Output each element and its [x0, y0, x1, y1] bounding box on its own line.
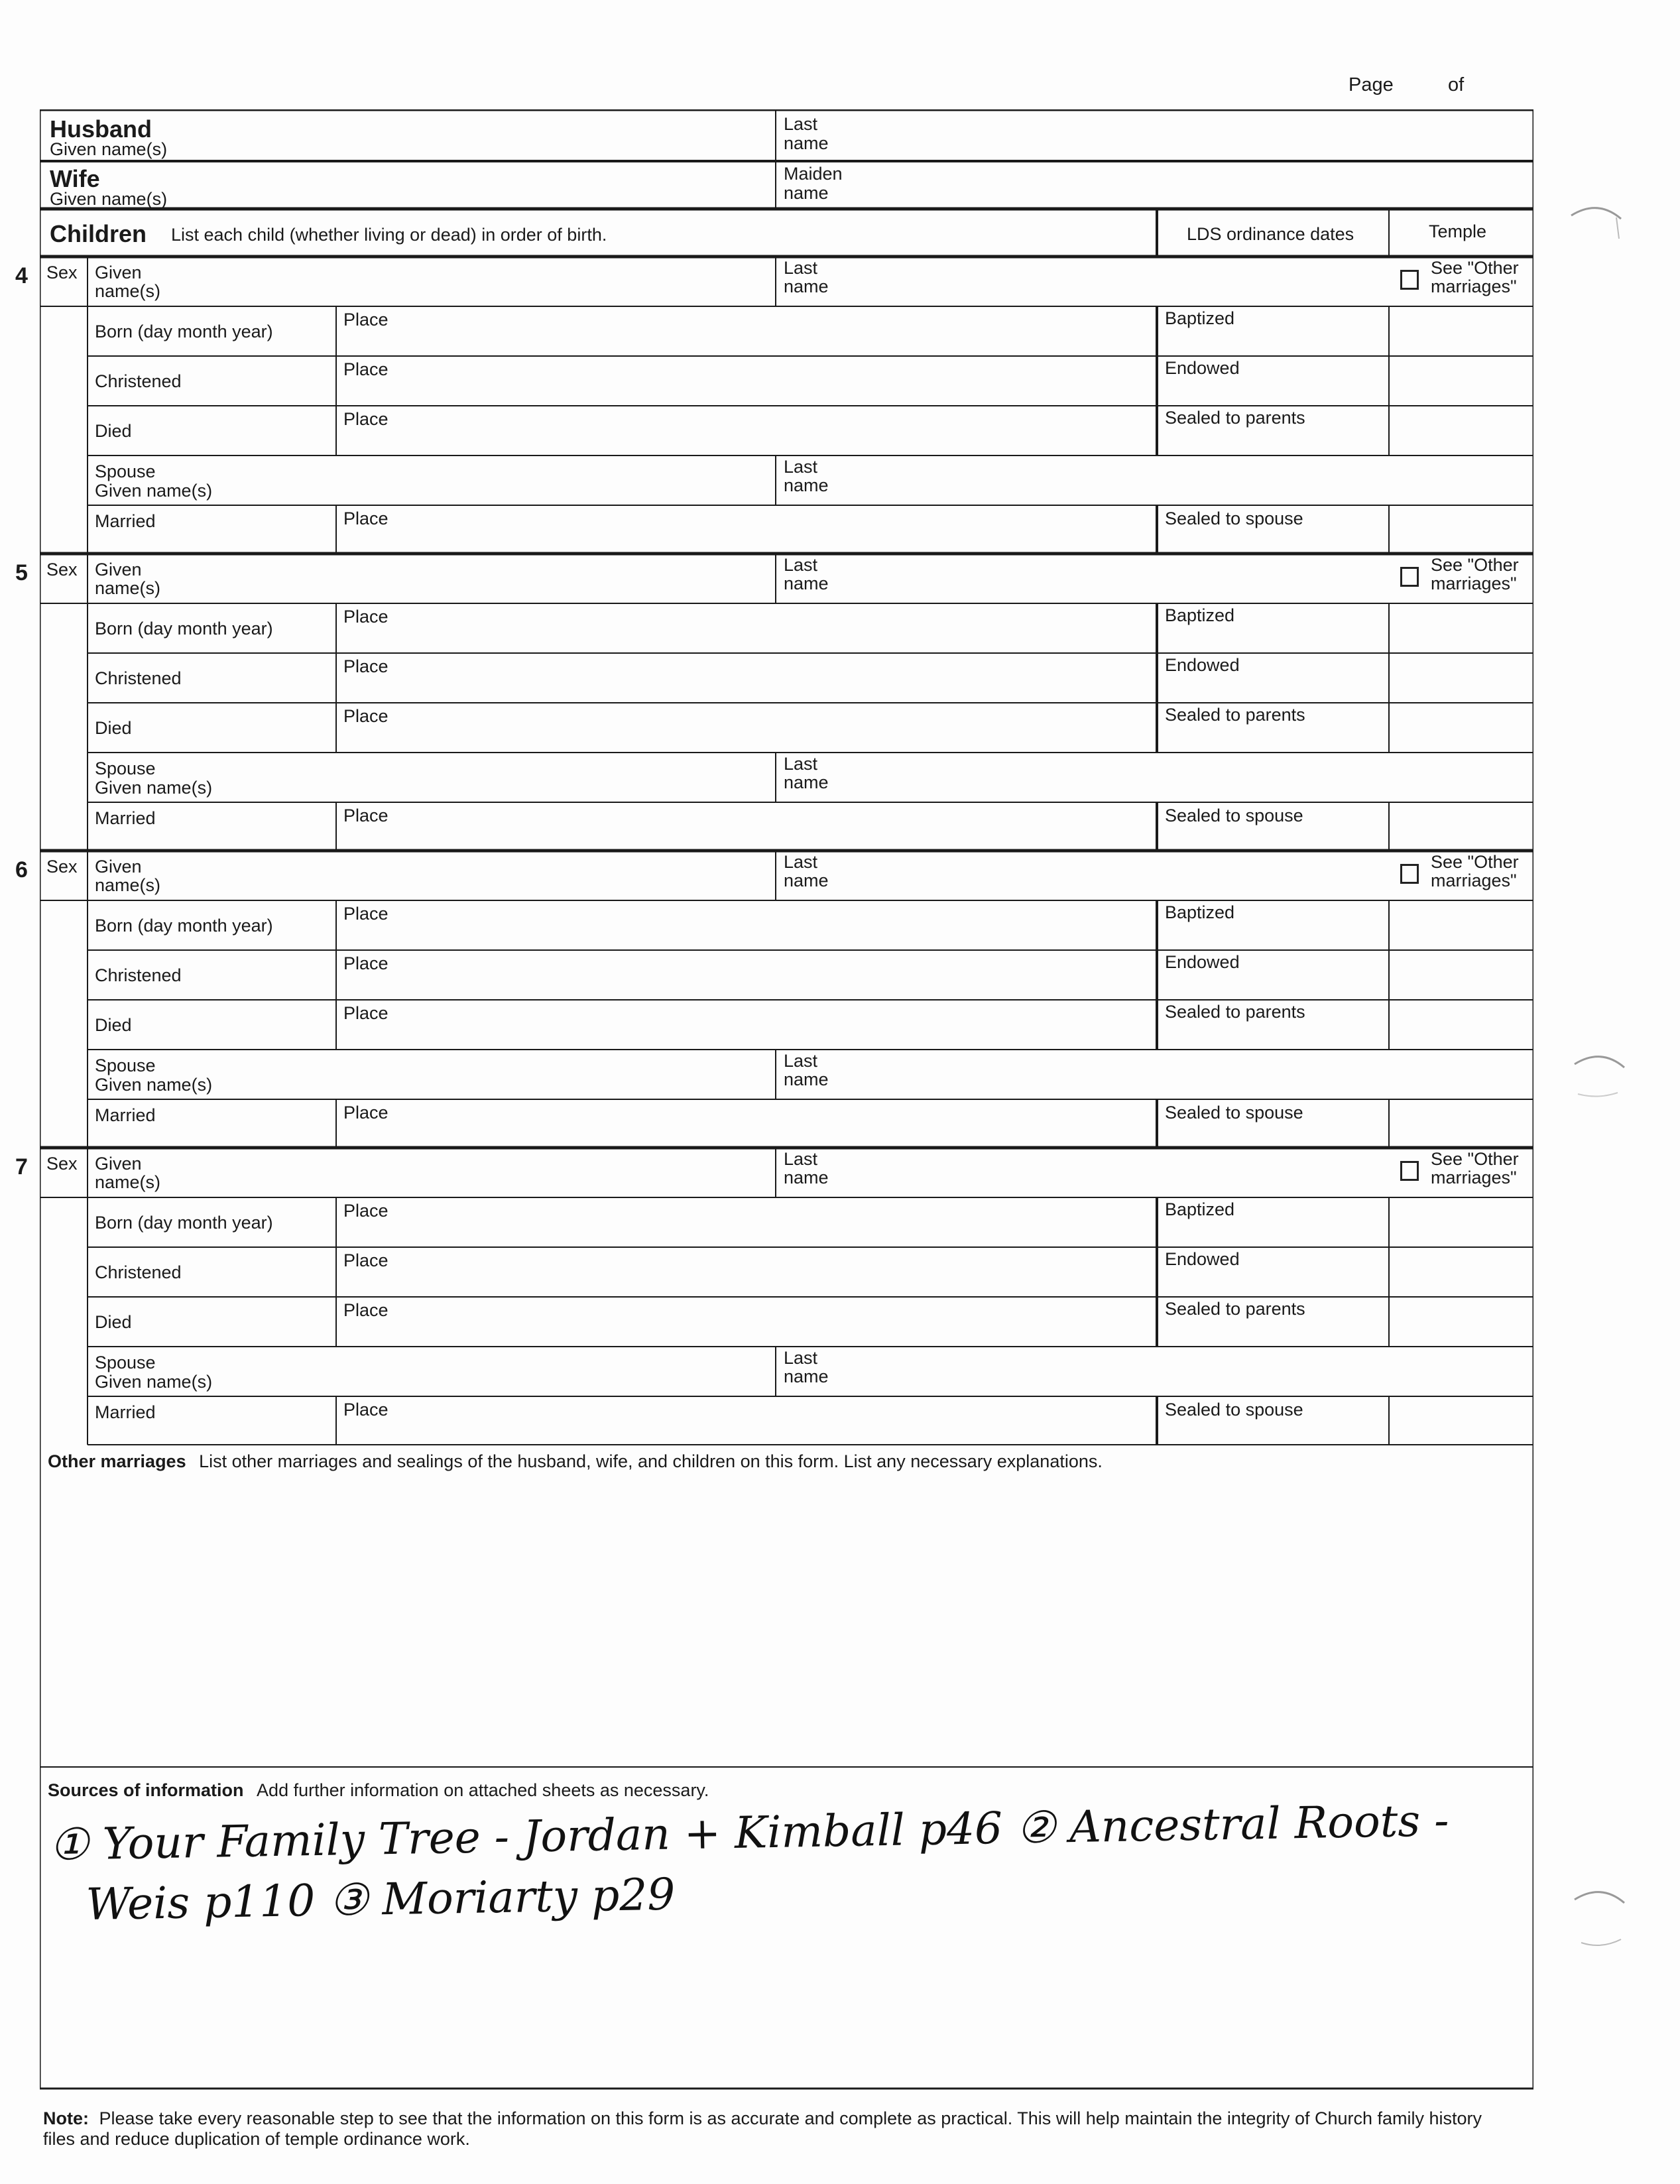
spouse-last-label-2: name [784, 1366, 829, 1386]
sealed-to-parents-label: Sealed to parents [1165, 1002, 1305, 1022]
christened-label: Christened [95, 1262, 182, 1282]
died-place-label: Place [343, 1300, 389, 1320]
sealed-to-spouse-label: Sealed to spouse [1165, 509, 1303, 528]
died-label: Died [95, 718, 132, 738]
given-label-1: Given [95, 857, 142, 877]
spouse-last-label-1: Last [784, 457, 818, 477]
baptized-label: Baptized [1165, 1199, 1235, 1219]
endowed-label: Endowed [1165, 655, 1240, 675]
note-text [43, 2108, 1508, 2150]
see-other-label-2: marriages" [1431, 871, 1517, 890]
married-label: Married [95, 1105, 156, 1125]
born-label: Born (day month year) [95, 1213, 273, 1233]
note-label: Note: [43, 2108, 89, 2128]
born-place-label: Place [343, 1201, 389, 1221]
spouse-last-label-2: name [784, 475, 829, 495]
spouse-last-label-2: name [784, 772, 829, 792]
given-label-1: Given [95, 1154, 142, 1174]
baptized-label: Baptized [1165, 308, 1235, 328]
given-label-2: name(s) [95, 578, 161, 598]
baptized-label: Baptized [1165, 605, 1235, 625]
given-label-1: Given [95, 263, 142, 282]
see-other-label-1: See "Other [1431, 852, 1519, 872]
given-label-2: name(s) [95, 1172, 161, 1192]
spouse-label-2: Given name(s) [95, 1372, 213, 1392]
child-number: 4 [15, 263, 28, 288]
page-label: Page [1349, 74, 1394, 95]
husband-heading: Husband [50, 115, 152, 143]
born-label: Born (day month year) [95, 322, 273, 341]
died-label: Died [95, 1015, 132, 1035]
died-place-label: Place [343, 1003, 389, 1023]
spouse-label-1: Spouse [95, 1056, 156, 1075]
sex-label: Sex [46, 560, 78, 579]
wife-maiden-label-2: name [784, 183, 829, 203]
handwritten-line-2: Weis p110 ③ Moriarty p29 [85, 1868, 676, 1930]
baptized-label: Baptized [1165, 902, 1235, 922]
see-other-label-1: See "Other [1431, 1149, 1519, 1169]
given-label-2: name(s) [95, 875, 161, 895]
husband-given-label: Given name(s) [50, 139, 168, 159]
of-label: of [1448, 74, 1465, 95]
born-place-label: Place [343, 607, 389, 627]
note-body: Please take every reasonable step to see that the information on this form is as accurate and complete as practical. This will help maintain the integrity of Church family history files and reduce duplication of temple ordinance work. [43, 2108, 1482, 2149]
spouse-label-1: Spouse [95, 758, 156, 778]
sex-label: Sex [46, 857, 78, 877]
spouse-last-label-1: Last [784, 1051, 818, 1071]
sex-label: Sex [46, 1154, 78, 1174]
temple-heading: Temple [1429, 221, 1487, 241]
children-heading: Children [50, 220, 147, 247]
spouse-label-1: Spouse [95, 1353, 156, 1372]
married-label: Married [95, 808, 156, 828]
see-other-label-2: marriages" [1431, 574, 1517, 593]
christened-place-label: Place [343, 359, 389, 379]
handwritten-line-1: ① Your Family Tree - Jordan + Kimball p46 ② Ancestral Roots - [48, 1795, 1450, 1870]
spouse-label-2: Given name(s) [95, 778, 213, 798]
children-instruction: List each child (whether living or dead) in order of birth. [171, 225, 607, 245]
last-label-1: Last [784, 852, 818, 872]
hole-punch-mark-middle [1565, 1041, 1631, 1107]
sealed-to-parents-label: Sealed to parents [1165, 1299, 1305, 1319]
last-label-2: name [784, 871, 829, 890]
married-place-label: Place [343, 1400, 389, 1420]
see-other-label-2: marriages" [1431, 276, 1517, 296]
other-marriages-heading: Other marriages [48, 1451, 186, 1471]
spouse-last-label-1: Last [784, 754, 818, 774]
given-label-2: name(s) [95, 281, 161, 301]
christened-label: Christened [95, 965, 182, 985]
husband-last-label-1: Last [784, 114, 818, 134]
born-place-label: Place [343, 310, 389, 330]
spouse-last-label-1: Last [784, 1348, 818, 1368]
husband-last-label-2: name [784, 133, 829, 153]
sealed-to-spouse-label: Sealed to spouse [1165, 1400, 1303, 1420]
last-label-2: name [784, 574, 829, 593]
married-place-label: Place [343, 1103, 389, 1122]
born-label: Born (day month year) [95, 619, 273, 638]
hole-punch-mark-bottom [1565, 1880, 1631, 1959]
child-number: 5 [15, 560, 28, 585]
spouse-label-2: Given name(s) [95, 481, 213, 501]
endowed-label: Endowed [1165, 952, 1240, 972]
last-label-1: Last [784, 1149, 818, 1169]
last-label-1: Last [784, 258, 818, 278]
hole-punch-mark-top [1558, 192, 1631, 272]
other-marriages-instruction: List other marriages and sealings of the husband, wife, and children on this form. List any necessary explanations. [199, 1451, 1103, 1471]
sealed-to-spouse-label: Sealed to spouse [1165, 806, 1303, 825]
married-label: Married [95, 1402, 156, 1422]
last-label-1: Last [784, 555, 818, 575]
endowed-label: Endowed [1165, 1249, 1240, 1269]
see-other-label-1: See "Other [1431, 555, 1519, 575]
wife-given-label: Given name(s) [50, 189, 168, 209]
spouse-label-2: Given name(s) [95, 1075, 213, 1095]
christened-place-label: Place [343, 1250, 389, 1270]
given-label-1: Given [95, 560, 142, 579]
lds-ordinance-heading: LDS ordinance dates [1187, 224, 1354, 244]
died-label: Died [95, 421, 132, 441]
last-label-2: name [784, 1168, 829, 1187]
child-number: 7 [15, 1154, 28, 1180]
spouse-label-1: Spouse [95, 461, 156, 481]
endowed-label: Endowed [1165, 358, 1240, 378]
married-place-label: Place [343, 509, 389, 528]
last-label-2: name [784, 276, 829, 296]
born-place-label: Place [343, 904, 389, 924]
handwritten-sources [40, 109, 1533, 1966]
died-label: Died [95, 1312, 132, 1332]
born-label: Born (day month year) [95, 916, 273, 936]
sources-heading: Sources of information [48, 1780, 244, 1800]
married-label: Married [95, 511, 156, 531]
spouse-last-label-2: name [784, 1069, 829, 1089]
child-number: 6 [15, 857, 28, 882]
wife-heading: Wife [50, 165, 100, 192]
died-place-label: Place [343, 409, 389, 429]
married-place-label: Place [343, 806, 389, 825]
sex-label: Sex [46, 263, 78, 282]
christened-label: Christened [95, 668, 182, 688]
christened-place-label: Place [343, 656, 389, 676]
family-group-form [15, 109, 1533, 2149]
sealed-to-spouse-label: Sealed to spouse [1165, 1103, 1303, 1122]
see-other-label-1: See "Other [1431, 258, 1519, 278]
christened-label: Christened [95, 371, 182, 391]
died-place-label: Place [343, 706, 389, 726]
wife-maiden-label-1: Maiden [784, 164, 843, 184]
sources-instruction: Add further information on attached sheets as necessary. [257, 1780, 709, 1800]
sealed-to-parents-label: Sealed to parents [1165, 408, 1305, 428]
see-other-label-2: marriages" [1431, 1168, 1517, 1187]
sealed-to-parents-label: Sealed to parents [1165, 705, 1305, 725]
christened-place-label: Place [343, 953, 389, 973]
